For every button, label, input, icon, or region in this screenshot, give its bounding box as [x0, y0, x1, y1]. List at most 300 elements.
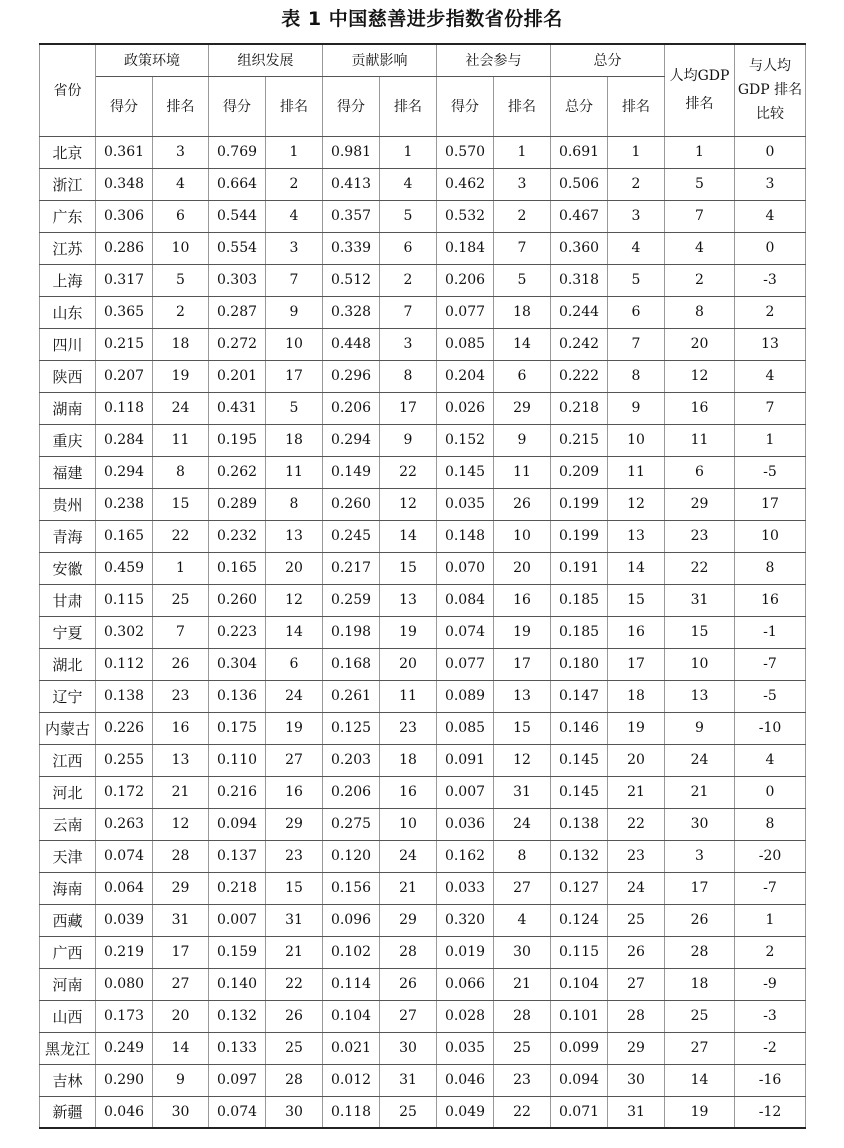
cell-contrib-rank: 28	[380, 936, 437, 968]
cell-total-score: 0.242	[551, 328, 608, 360]
cell-policy-score: 0.263	[96, 808, 153, 840]
cell-social-rank: 10	[494, 520, 551, 552]
cell-gdp-compare: 8	[735, 552, 806, 584]
cell-gdp-rank: 22	[665, 552, 735, 584]
cell-contrib-score: 0.021	[323, 1032, 380, 1064]
cell-gdp-compare: 2	[735, 296, 806, 328]
cell-org-score: 0.218	[209, 872, 266, 904]
cell-org-score: 0.303	[209, 264, 266, 296]
cell-policy-score: 0.039	[96, 904, 153, 936]
cell-org-rank: 19	[266, 712, 323, 744]
table-row	[40, 680, 806, 712]
cell-gdp-rank: 5	[665, 168, 735, 200]
cell-province: 云南	[40, 808, 96, 840]
cell-gdp-compare: 13	[735, 328, 806, 360]
cell-social-score: 0.089	[437, 680, 494, 712]
cell-org-rank: 31	[266, 904, 323, 936]
header-policy-environment: 政策环境	[96, 44, 209, 76]
cell-policy-rank: 11	[153, 424, 209, 456]
cell-contrib-rank: 25	[380, 1096, 437, 1128]
cell-org-score: 0.554	[209, 232, 266, 264]
cell-org-rank: 23	[266, 840, 323, 872]
cell-social-score: 0.019	[437, 936, 494, 968]
cell-contrib-rank: 7	[380, 296, 437, 328]
cell-contrib-score: 0.096	[323, 904, 380, 936]
cell-gdp-compare: 3	[735, 168, 806, 200]
table-row	[40, 360, 806, 392]
cell-province: 浙江	[40, 168, 96, 200]
cell-social-score: 0.091	[437, 744, 494, 776]
cell-total-score: 0.199	[551, 520, 608, 552]
cell-policy-rank: 9	[153, 1064, 209, 1096]
cell-org-rank: 12	[266, 584, 323, 616]
cell-province: 吉林	[40, 1064, 96, 1096]
cell-contrib-score: 0.203	[323, 744, 380, 776]
header-social-participation: 社会参与	[437, 44, 551, 76]
cell-gdp-rank: 29	[665, 488, 735, 520]
cell-gdp-compare: 4	[735, 200, 806, 232]
cell-contrib-rank: 19	[380, 616, 437, 648]
cell-total-rank: 4	[608, 232, 665, 264]
cell-social-rank: 29	[494, 392, 551, 424]
cell-policy-score: 0.165	[96, 520, 153, 552]
header-contribution-impact: 贡献影响	[323, 44, 437, 76]
cell-policy-score: 0.207	[96, 360, 153, 392]
cell-org-rank: 5	[266, 392, 323, 424]
cell-contrib-score: 0.294	[323, 424, 380, 456]
cell-gdp-compare: 10	[735, 520, 806, 552]
table-row	[40, 424, 806, 456]
cell-social-score: 0.035	[437, 488, 494, 520]
cell-total-rank: 24	[608, 872, 665, 904]
cell-contrib-rank: 4	[380, 168, 437, 200]
cell-contrib-score: 0.357	[323, 200, 380, 232]
cell-total-rank: 5	[608, 264, 665, 296]
cell-total-score: 0.199	[551, 488, 608, 520]
cell-gdp-compare: 0	[735, 136, 806, 168]
subheader-score: 得分	[437, 76, 494, 136]
cell-org-score: 0.287	[209, 296, 266, 328]
cell-social-rank: 16	[494, 584, 551, 616]
cell-contrib-rank: 1	[380, 136, 437, 168]
cell-province: 甘肃	[40, 584, 96, 616]
cell-org-rank: 28	[266, 1064, 323, 1096]
cell-total-score: 0.127	[551, 872, 608, 904]
cell-org-rank: 7	[266, 264, 323, 296]
cell-social-score: 0.145	[437, 456, 494, 488]
cell-total-rank: 12	[608, 488, 665, 520]
cell-gdp-rank: 26	[665, 904, 735, 936]
cell-total-score: 0.222	[551, 360, 608, 392]
cell-social-score: 0.077	[437, 296, 494, 328]
cell-contrib-score: 0.413	[323, 168, 380, 200]
cell-contrib-score: 0.125	[323, 712, 380, 744]
table-row	[40, 1096, 806, 1128]
cell-contrib-rank: 18	[380, 744, 437, 776]
cell-org-rank: 2	[266, 168, 323, 200]
table-row	[40, 136, 806, 168]
cell-total-rank: 14	[608, 552, 665, 584]
cell-social-rank: 3	[494, 168, 551, 200]
cell-social-rank: 7	[494, 232, 551, 264]
cell-org-rank: 13	[266, 520, 323, 552]
cell-org-score: 0.140	[209, 968, 266, 1000]
cell-total-rank: 15	[608, 584, 665, 616]
cell-total-rank: 7	[608, 328, 665, 360]
province-ranking-table	[39, 43, 806, 1129]
cell-total-score: 0.124	[551, 904, 608, 936]
cell-social-rank: 2	[494, 200, 551, 232]
cell-gdp-rank: 19	[665, 1096, 735, 1128]
cell-contrib-score: 0.149	[323, 456, 380, 488]
cell-total-score: 0.146	[551, 712, 608, 744]
cell-gdp-compare: 7	[735, 392, 806, 424]
cell-policy-rank: 29	[153, 872, 209, 904]
cell-org-score: 0.136	[209, 680, 266, 712]
cell-total-rank: 21	[608, 776, 665, 808]
cell-contrib-rank: 30	[380, 1032, 437, 1064]
cell-gdp-compare: 4	[735, 360, 806, 392]
cell-social-rank: 8	[494, 840, 551, 872]
cell-gdp-compare: 16	[735, 584, 806, 616]
cell-total-score: 0.138	[551, 808, 608, 840]
cell-policy-rank: 23	[153, 680, 209, 712]
cell-province: 北京	[40, 136, 96, 168]
cell-policy-rank: 8	[153, 456, 209, 488]
cell-org-rank: 1	[266, 136, 323, 168]
cell-province: 江苏	[40, 232, 96, 264]
cell-contrib-rank: 11	[380, 680, 437, 712]
cell-gdp-compare: -7	[735, 648, 806, 680]
cell-org-score: 0.272	[209, 328, 266, 360]
cell-policy-score: 0.294	[96, 456, 153, 488]
cell-policy-score: 0.365	[96, 296, 153, 328]
cell-policy-score: 0.317	[96, 264, 153, 296]
cell-contrib-rank: 9	[380, 424, 437, 456]
cell-contrib-rank: 12	[380, 488, 437, 520]
cell-social-rank: 11	[494, 456, 551, 488]
table-row	[40, 488, 806, 520]
header-total: 总分	[551, 44, 665, 76]
table-row	[40, 328, 806, 360]
cell-org-score: 0.260	[209, 584, 266, 616]
table-row	[40, 584, 806, 616]
cell-contrib-rank: 31	[380, 1064, 437, 1096]
table-row	[40, 456, 806, 488]
cell-social-score: 0.084	[437, 584, 494, 616]
cell-gdp-compare: -9	[735, 968, 806, 1000]
cell-policy-score: 0.286	[96, 232, 153, 264]
cell-contrib-rank: 5	[380, 200, 437, 232]
subheader-rank: 排名	[494, 76, 551, 136]
cell-policy-rank: 16	[153, 712, 209, 744]
cell-policy-rank: 27	[153, 968, 209, 1000]
subheader-rank: 排名	[153, 76, 209, 136]
table-row	[40, 232, 806, 264]
cell-org-score: 0.137	[209, 840, 266, 872]
cell-social-rank: 26	[494, 488, 551, 520]
cell-province: 陕西	[40, 360, 96, 392]
cell-contrib-score: 0.261	[323, 680, 380, 712]
table-row	[40, 200, 806, 232]
cell-total-score: 0.094	[551, 1064, 608, 1096]
cell-total-rank: 20	[608, 744, 665, 776]
cell-policy-score: 0.249	[96, 1032, 153, 1064]
cell-policy-rank: 26	[153, 648, 209, 680]
cell-social-rank: 28	[494, 1000, 551, 1032]
cell-total-rank: 26	[608, 936, 665, 968]
cell-contrib-score: 0.512	[323, 264, 380, 296]
cell-total-rank: 18	[608, 680, 665, 712]
cell-social-rank: 15	[494, 712, 551, 744]
cell-org-rank: 30	[266, 1096, 323, 1128]
cell-province: 黑龙江	[40, 1032, 96, 1064]
cell-gdp-rank: 30	[665, 808, 735, 840]
cell-policy-score: 0.219	[96, 936, 153, 968]
cell-social-rank: 30	[494, 936, 551, 968]
cell-policy-rank: 17	[153, 936, 209, 968]
cell-gdp-compare: -5	[735, 456, 806, 488]
cell-policy-rank: 13	[153, 744, 209, 776]
cell-org-rank: 20	[266, 552, 323, 584]
cell-contrib-score: 0.260	[323, 488, 380, 520]
cell-social-rank: 14	[494, 328, 551, 360]
cell-gdp-compare: -16	[735, 1064, 806, 1096]
cell-social-score: 0.085	[437, 712, 494, 744]
cell-gdp-rank: 6	[665, 456, 735, 488]
subheader-rank: 排名	[380, 76, 437, 136]
cell-social-rank: 21	[494, 968, 551, 1000]
cell-org-rank: 26	[266, 1000, 323, 1032]
cell-social-rank: 22	[494, 1096, 551, 1128]
cell-province: 山西	[40, 1000, 96, 1032]
cell-social-rank: 24	[494, 808, 551, 840]
cell-org-rank: 25	[266, 1032, 323, 1064]
cell-total-score: 0.185	[551, 584, 608, 616]
cell-org-score: 0.175	[209, 712, 266, 744]
cell-org-score: 0.165	[209, 552, 266, 584]
cell-org-rank: 22	[266, 968, 323, 1000]
cell-policy-rank: 19	[153, 360, 209, 392]
cell-total-rank: 13	[608, 520, 665, 552]
cell-gdp-rank: 20	[665, 328, 735, 360]
cell-total-score: 0.506	[551, 168, 608, 200]
cell-org-rank: 6	[266, 648, 323, 680]
cell-policy-score: 0.046	[96, 1096, 153, 1128]
cell-province: 天津	[40, 840, 96, 872]
cell-gdp-compare: -2	[735, 1032, 806, 1064]
cell-gdp-compare: -12	[735, 1096, 806, 1128]
cell-social-rank: 27	[494, 872, 551, 904]
subheader-rank: 排名	[608, 76, 665, 136]
cell-social-rank: 25	[494, 1032, 551, 1064]
table-row	[40, 776, 806, 808]
cell-province: 河北	[40, 776, 96, 808]
cell-social-rank: 5	[494, 264, 551, 296]
cell-policy-score: 0.215	[96, 328, 153, 360]
cell-total-rank: 28	[608, 1000, 665, 1032]
subheader-score: 得分	[209, 76, 266, 136]
table-row	[40, 264, 806, 296]
cell-org-rank: 17	[266, 360, 323, 392]
cell-contrib-score: 0.981	[323, 136, 380, 168]
cell-province: 安徽	[40, 552, 96, 584]
cell-gdp-rank: 12	[665, 360, 735, 392]
cell-total-rank: 3	[608, 200, 665, 232]
cell-policy-score: 0.074	[96, 840, 153, 872]
cell-contrib-rank: 20	[380, 648, 437, 680]
cell-gdp-rank: 10	[665, 648, 735, 680]
cell-gdp-compare: 1	[735, 904, 806, 936]
cell-org-score: 0.133	[209, 1032, 266, 1064]
cell-total-rank: 10	[608, 424, 665, 456]
cell-policy-rank: 21	[153, 776, 209, 808]
cell-total-score: 0.185	[551, 616, 608, 648]
cell-total-rank: 29	[608, 1032, 665, 1064]
cell-policy-score: 0.173	[96, 1000, 153, 1032]
cell-gdp-rank: 14	[665, 1064, 735, 1096]
table-row	[40, 968, 806, 1000]
cell-gdp-rank: 2	[665, 264, 735, 296]
cell-policy-score: 0.459	[96, 552, 153, 584]
cell-gdp-rank: 31	[665, 584, 735, 616]
cell-org-score: 0.223	[209, 616, 266, 648]
cell-total-rank: 8	[608, 360, 665, 392]
cell-contrib-rank: 22	[380, 456, 437, 488]
cell-total-score: 0.209	[551, 456, 608, 488]
cell-social-score: 0.085	[437, 328, 494, 360]
cell-total-rank: 22	[608, 808, 665, 840]
cell-policy-score: 0.361	[96, 136, 153, 168]
cell-gdp-compare: 8	[735, 808, 806, 840]
cell-org-score: 0.304	[209, 648, 266, 680]
cell-total-score: 0.467	[551, 200, 608, 232]
cell-org-rank: 16	[266, 776, 323, 808]
cell-social-score: 0.204	[437, 360, 494, 392]
table-row	[40, 616, 806, 648]
cell-contrib-rank: 13	[380, 584, 437, 616]
cell-total-score: 0.691	[551, 136, 608, 168]
table-title: 表 1 中国慈善进步指数省份排名	[281, 8, 563, 30]
cell-org-rank: 10	[266, 328, 323, 360]
cell-total-rank: 27	[608, 968, 665, 1000]
cell-contrib-rank: 27	[380, 1000, 437, 1032]
table-row	[40, 872, 806, 904]
cell-policy-score: 0.172	[96, 776, 153, 808]
cell-province: 河南	[40, 968, 96, 1000]
cell-policy-rank: 12	[153, 808, 209, 840]
cell-social-rank: 20	[494, 552, 551, 584]
cell-social-score: 0.162	[437, 840, 494, 872]
cell-gdp-compare: -5	[735, 680, 806, 712]
table-row	[40, 1064, 806, 1096]
cell-org-score: 0.262	[209, 456, 266, 488]
cell-policy-rank: 31	[153, 904, 209, 936]
cell-contrib-rank: 26	[380, 968, 437, 1000]
cell-gdp-rank: 11	[665, 424, 735, 456]
cell-org-score: 0.110	[209, 744, 266, 776]
cell-total-score: 0.104	[551, 968, 608, 1000]
cell-contrib-rank: 21	[380, 872, 437, 904]
cell-province: 西藏	[40, 904, 96, 936]
cell-org-rank: 18	[266, 424, 323, 456]
header-gdp-compare: 与人均GDP 排名比较	[735, 44, 806, 136]
cell-total-rank: 19	[608, 712, 665, 744]
cell-org-rank: 24	[266, 680, 323, 712]
cell-gdp-rank: 7	[665, 200, 735, 232]
cell-province: 江西	[40, 744, 96, 776]
cell-policy-rank: 30	[153, 1096, 209, 1128]
cell-social-score: 0.184	[437, 232, 494, 264]
cell-contrib-score: 0.104	[323, 1000, 380, 1032]
cell-org-score: 0.097	[209, 1064, 266, 1096]
cell-total-score: 0.180	[551, 648, 608, 680]
cell-social-score: 0.077	[437, 648, 494, 680]
cell-policy-rank: 3	[153, 136, 209, 168]
cell-policy-score: 0.302	[96, 616, 153, 648]
cell-total-rank: 11	[608, 456, 665, 488]
cell-social-score: 0.066	[437, 968, 494, 1000]
cell-policy-rank: 15	[153, 488, 209, 520]
cell-social-score: 0.035	[437, 1032, 494, 1064]
cell-gdp-compare: -3	[735, 264, 806, 296]
cell-social-rank: 12	[494, 744, 551, 776]
cell-total-score: 0.071	[551, 1096, 608, 1128]
cell-gdp-compare: 2	[735, 936, 806, 968]
cell-org-score: 0.094	[209, 808, 266, 840]
cell-total-score: 0.191	[551, 552, 608, 584]
cell-social-score: 0.320	[437, 904, 494, 936]
cell-org-rank: 3	[266, 232, 323, 264]
cell-social-score: 0.570	[437, 136, 494, 168]
cell-province: 宁夏	[40, 616, 96, 648]
cell-total-score: 0.218	[551, 392, 608, 424]
cell-policy-rank: 28	[153, 840, 209, 872]
cell-policy-rank: 6	[153, 200, 209, 232]
cell-province: 重庆	[40, 424, 96, 456]
cell-total-score: 0.145	[551, 776, 608, 808]
cell-contrib-score: 0.259	[323, 584, 380, 616]
cell-contrib-rank: 6	[380, 232, 437, 264]
cell-org-score: 0.007	[209, 904, 266, 936]
cell-org-score: 0.216	[209, 776, 266, 808]
cell-policy-rank: 5	[153, 264, 209, 296]
cell-total-score: 0.215	[551, 424, 608, 456]
cell-contrib-score: 0.012	[323, 1064, 380, 1096]
table-row	[40, 808, 806, 840]
cell-total-rank: 25	[608, 904, 665, 936]
cell-org-score: 0.201	[209, 360, 266, 392]
cell-total-rank: 31	[608, 1096, 665, 1128]
cell-total-rank: 2	[608, 168, 665, 200]
cell-contrib-score: 0.275	[323, 808, 380, 840]
cell-total-rank: 9	[608, 392, 665, 424]
cell-contrib-score: 0.448	[323, 328, 380, 360]
cell-org-rank: 15	[266, 872, 323, 904]
cell-policy-rank: 7	[153, 616, 209, 648]
cell-total-score: 0.244	[551, 296, 608, 328]
cell-gdp-rank: 25	[665, 1000, 735, 1032]
cell-province: 山东	[40, 296, 96, 328]
cell-policy-score: 0.115	[96, 584, 153, 616]
cell-org-score: 0.159	[209, 936, 266, 968]
cell-total-score: 0.360	[551, 232, 608, 264]
cell-org-rank: 8	[266, 488, 323, 520]
cell-total-rank: 6	[608, 296, 665, 328]
cell-policy-score: 0.118	[96, 392, 153, 424]
cell-gdp-rank: 8	[665, 296, 735, 328]
cell-gdp-compare: 0	[735, 776, 806, 808]
